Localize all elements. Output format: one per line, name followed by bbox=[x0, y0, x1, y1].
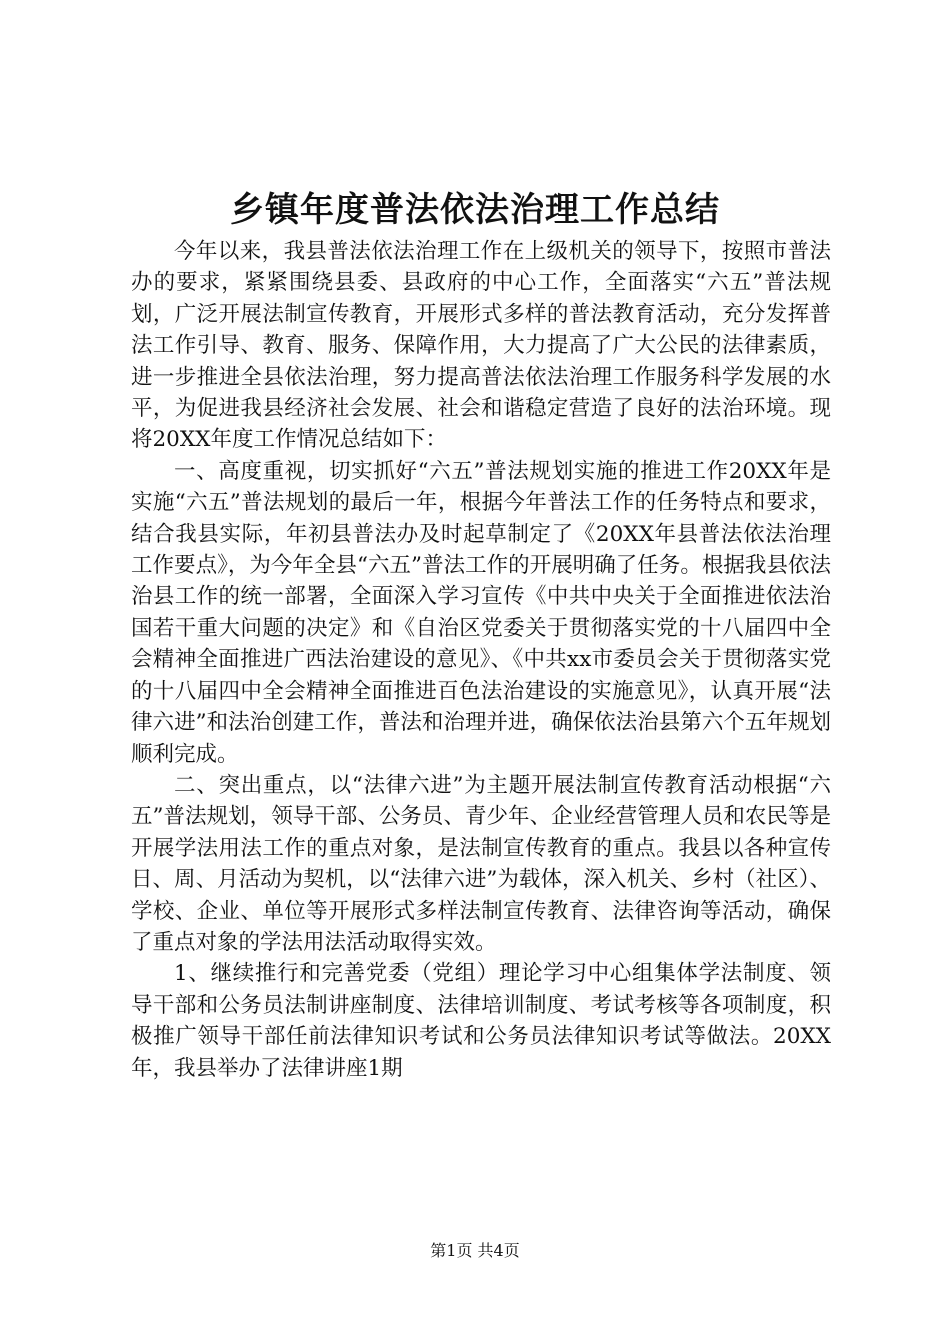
page-number-footer: 第1页 共4页 bbox=[430, 1241, 520, 1260]
document-body bbox=[131, 236, 831, 1084]
document-title: 乡镇年度普法依法治理工作总结 bbox=[230, 190, 720, 230]
paragraph-section-2: 二、突出重点，以“法律六进”为主题开展法制宣传教育活动根据“六五”普法规划，领导干部、公务员、青少年、企业经营管理人员和农民等是开展学法用法工作的重点对象，是法制宣传教育的重点。我县以各种宣传日、周、月活动为契机，以“法律六进”为载体，深入机关、乡村（社区）、学校、企业、单位等开展形式多样法制宣传教育、法律咨询等活动，确保了重点对象的学法用法活动取得实效。 bbox=[131, 772, 831, 955]
paragraph-section-1: 一、高度重视，切实抓好“六五”普法规划实施的推进工作20XX年是实施“六五”普法规划的最后一年，根据今年普法工作的任务特点和要求，结合我县实际，年初县普法办及时起草制定了《20XX年县普法依法治理工作要点》，为今年全县“六五”普法工作的开展明确了任务。根据我县依法治县工作的统一部署，全面深入学习宣传《中共中央关于全面推进依法治国若干重大问题的决定》和《自治区党委关于贯彻落实党的十八届四中全会精神全面推进广西法治建设的意见》、《中共xx市委员会关于贯彻落实党的十八届四中全会精神全面推进百色法治建设的实施意见》，认真开展“法律六进”和法治创建工作，普法和治理并进，确保依法治县第六个五年规划顺利完成。 bbox=[131, 458, 831, 767]
paragraph-item-1: 1、继续推行和完善党委（党组）理论学习中心组集体学法制度、领导干部和公务员法制讲座制度、法律培训制度、考试考核等各项制度，积极推广领导干部任前法律知识考试和公务员法律知识考试等做法。20XX年，我县举办了法律讲座1期 bbox=[131, 961, 831, 1081]
paragraph-intro: 今年以来，我县普法依法治理工作在上级机关的领导下，按照市普法办的要求，紧紧围绕县委、县政府的中心工作，全面落实“六五”普法规划，广泛开展法制宣传教育，开展形式多样的普法教育活动，充分发挥普法工作引导、教育、服务、保障作用，大力提高了广大公民的法律素质，进一步推进全县依法治理，努力提高普法依法治理工作服务科学发展的水平，为促进我县经济社会发展、社会和谐稳定营造了良好的法治环境。现将20XX年度工作情况总结如下： bbox=[131, 239, 831, 453]
